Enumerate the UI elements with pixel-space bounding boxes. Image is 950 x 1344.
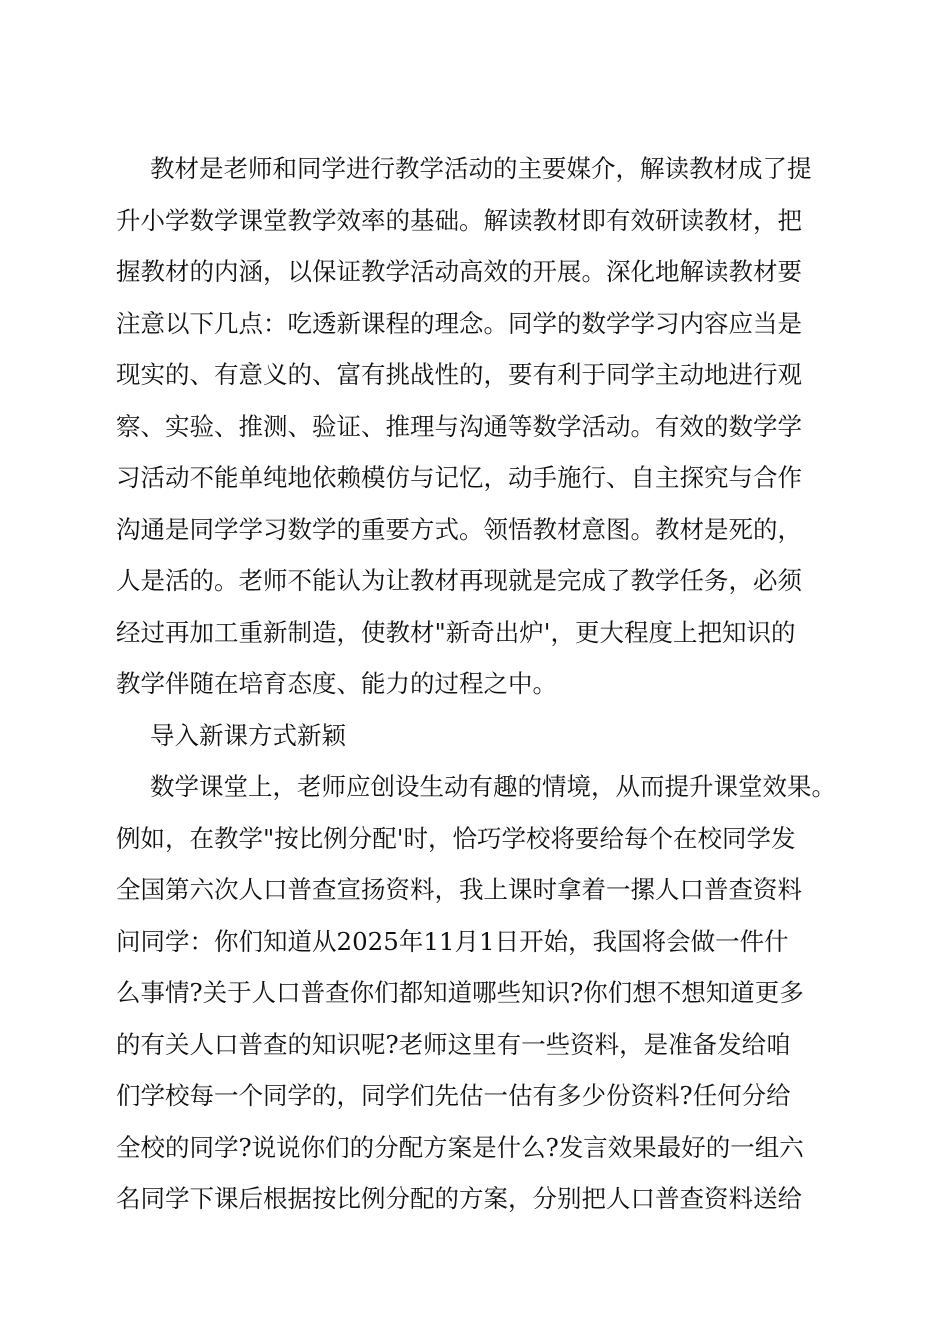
paragraph-2-line: 数学课堂上，老师应创设生动有趣的情境，从而提升课堂效果。: [150, 772, 836, 801]
paragraph-1-line: 握教材的内涵，以保证教学活动高效的开展。深化地解读教材要: [116, 257, 802, 286]
paragraph-1-line: 经过再加工重新制造，使教材"新奇出炉'，更大程度上把知识的: [116, 617, 796, 647]
section-heading: 导入新课方式新颖: [150, 720, 346, 750]
paragraph-1-line: 沟通是同学学习数学的重要方式。领悟教材意图。教材是死的，: [116, 514, 802, 544]
paragraph-1-line: 教学伴随在培育态度、能力的过程之中。: [116, 669, 557, 698]
paragraph-1-line: 习活动不能单纯地依赖模仿与记忆，动手施行、自主探究与合作: [116, 463, 802, 492]
paragraph-2-line: 么事情?关于人口普查你们都知道哪些知识?你们想不想知道更多: [116, 978, 804, 1007]
paragraph-2-line: 的有关人口普查的知识呢?老师这里有一些资料，是准备发给咱: [116, 1029, 791, 1059]
paragraph-1-line: 注意以下几点：吃透新课程的理念。同学的数学学习内容应当是: [116, 308, 802, 338]
paragraph-2-line: 例如，在教学"按比例分配'时，恰巧学校将要给每个在校同学发: [116, 823, 796, 853]
paragraph-2-line: 全国第六次人口普查宣扬资料，我上课时拿着一摞人口普查资料: [116, 875, 802, 904]
paragraph-2-line: 全校的同学?说说你们的分配方案是什么?发言效果最好的一组六: [116, 1132, 804, 1162]
paragraph-2-line: 问同学：你们知道从2025年11月1日开始，我国将会做一件什: [116, 926, 789, 956]
paragraph-2-line: 们学校每一个同学的，同学们先估一估有多少份资料?任何分给: [116, 1081, 791, 1110]
paragraph-1-line: 升小学数学课堂教学效率的基础。解读教材即有效研读教材，把: [116, 205, 802, 235]
paragraph-1-line: 察、实验、推测、验证、推理与沟通等数学活动。有效的数学学: [116, 411, 802, 441]
paragraph-1-line: 现实的、有意义的、富有挑战性的，要有利于同学主动地进行观: [116, 360, 802, 389]
paragraph-1-line: 教材是老师和同学进行教学活动的主要媒介，解读教材成了提: [150, 154, 812, 183]
paragraph-2-line: 名同学下课后根据按比例分配的方案，分别把人口普查资料送给: [116, 1184, 802, 1213]
document-body: [116, 146, 836, 1228]
paragraph-1-line: 人是活的。老师不能认为让教材再现就是完成了教学任务，必须: [116, 566, 802, 595]
